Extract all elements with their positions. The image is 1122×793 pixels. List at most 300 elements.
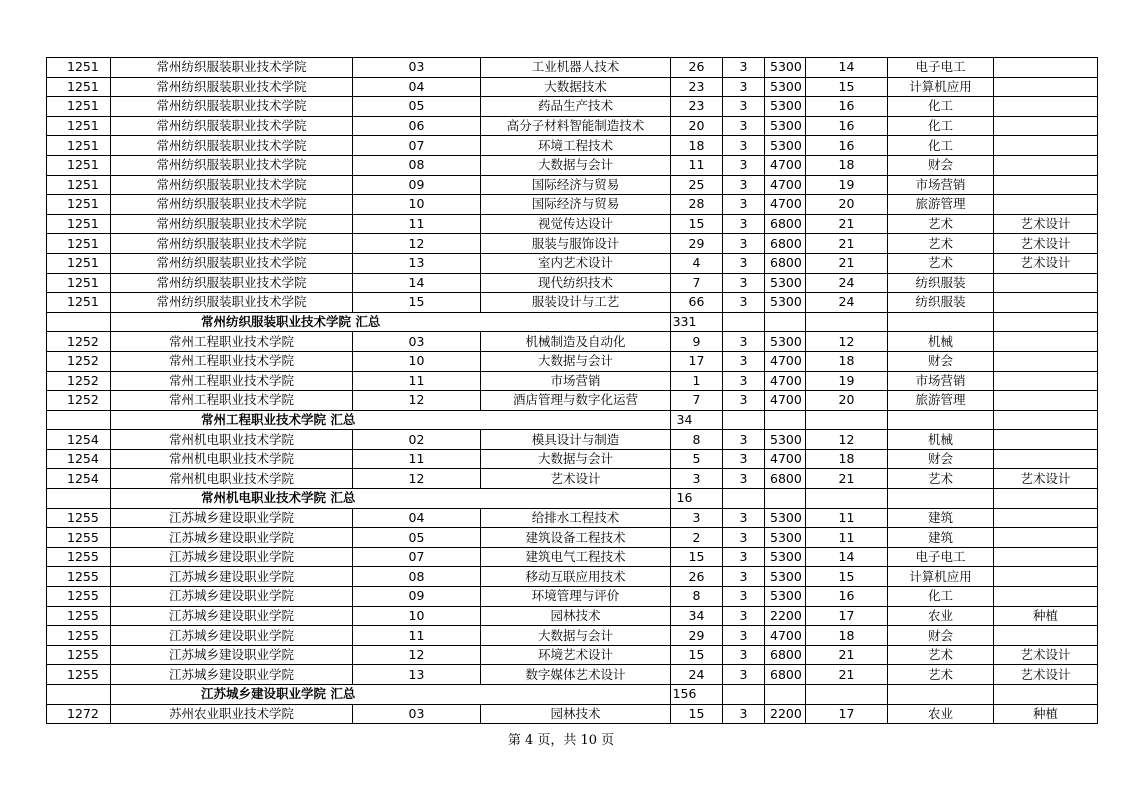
- table-row: [47, 214, 1098, 234]
- school-name-cell: 常州工程职业技术学院: [111, 351, 353, 371]
- school-code-cell: 1251: [47, 77, 111, 97]
- subcategory-cell: [994, 77, 1098, 97]
- major-code-cell: 08: [353, 155, 481, 175]
- table-row: [47, 136, 1098, 156]
- table-row: [47, 449, 1098, 469]
- category-code-cell: 11: [806, 528, 888, 548]
- plan-count-cell: 3: [671, 508, 723, 528]
- table-row: [47, 665, 1098, 685]
- school-name-cell: 常州纺织服装职业技术学院: [111, 155, 353, 175]
- tuition-cell: 5300: [765, 587, 806, 607]
- category-cell: 化工: [888, 116, 994, 136]
- category-cell: 化工: [888, 587, 994, 607]
- category-code-cell: 18: [806, 449, 888, 469]
- school-name-cell: 常州纺织服装职业技术学院: [111, 214, 353, 234]
- years-cell: 3: [723, 195, 765, 215]
- category-cell: 电子电工: [888, 547, 994, 567]
- tuition-cell: 5300: [765, 58, 806, 78]
- table-row: [47, 528, 1098, 548]
- school-name-cell: 常州纺织服装职业技术学院: [111, 116, 353, 136]
- empty-cell: [994, 312, 1098, 332]
- years-cell: 3: [723, 58, 765, 78]
- tuition-cell: 4700: [765, 351, 806, 371]
- tuition-cell: 5300: [765, 528, 806, 548]
- tuition-cell: 6800: [765, 645, 806, 665]
- years-cell: 3: [723, 351, 765, 371]
- empty-cell: [723, 410, 765, 430]
- tuition-cell: 4700: [765, 626, 806, 646]
- empty-cell: [765, 312, 806, 332]
- empty-cell: [888, 489, 994, 509]
- table-row: [47, 195, 1098, 215]
- empty-cell: [994, 489, 1098, 509]
- table-row: [47, 391, 1098, 411]
- subcategory-cell: [994, 58, 1098, 78]
- category-cell: 艺术: [888, 469, 994, 489]
- plan-count-cell: 15: [671, 645, 723, 665]
- subcategory-cell: [994, 449, 1098, 469]
- category-code-cell: 14: [806, 547, 888, 567]
- category-code-cell: 15: [806, 77, 888, 97]
- table-row: [47, 371, 1098, 391]
- years-cell: 3: [723, 234, 765, 254]
- subcategory-cell: 艺术设计: [994, 253, 1098, 273]
- tuition-cell: 5300: [765, 293, 806, 313]
- subcategory-cell: 艺术设计: [994, 469, 1098, 489]
- table-row: [47, 508, 1098, 528]
- years-cell: 3: [723, 567, 765, 587]
- tuition-cell: 4700: [765, 391, 806, 411]
- major-name-cell: 药品生产技术: [481, 97, 671, 117]
- years-cell: 3: [723, 293, 765, 313]
- subtotal-row: [47, 685, 1098, 705]
- years-cell: 3: [723, 587, 765, 607]
- school-name-cell: 江苏城乡建设职业学院: [111, 626, 353, 646]
- school-code-cell: 1254: [47, 449, 111, 469]
- category-cell: 艺术: [888, 645, 994, 665]
- school-name-cell: 常州纺织服装职业技术学院: [111, 273, 353, 293]
- tuition-cell: 5300: [765, 77, 806, 97]
- plan-count-cell: 17: [671, 351, 723, 371]
- school-name-cell: 江苏城乡建设职业学院: [111, 508, 353, 528]
- subcategory-cell: [994, 508, 1098, 528]
- table-row: [47, 606, 1098, 626]
- empty-cell: [806, 685, 888, 705]
- major-name-cell: 模具设计与制造: [481, 430, 671, 450]
- school-code-cell: 1252: [47, 391, 111, 411]
- school-name-cell: 江苏城乡建设职业学院: [111, 528, 353, 548]
- tuition-cell: 4700: [765, 195, 806, 215]
- school-code-cell: 1255: [47, 665, 111, 685]
- tuition-cell: 4700: [765, 371, 806, 391]
- table-row: [47, 332, 1098, 352]
- category-code-cell: 20: [806, 391, 888, 411]
- plan-count-cell: 26: [671, 567, 723, 587]
- years-cell: 3: [723, 332, 765, 352]
- subcategory-cell: [994, 195, 1098, 215]
- plan-count-cell: 15: [671, 214, 723, 234]
- school-name-cell: 常州纺织服装职业技术学院: [111, 136, 353, 156]
- major-name-cell: 国际经济与贸易: [481, 195, 671, 215]
- table-row: [47, 116, 1098, 136]
- category-cell: 计算机应用: [888, 77, 994, 97]
- category-code-cell: 21: [806, 214, 888, 234]
- category-cell: 纺织服装: [888, 293, 994, 313]
- plan-count-cell: 20: [671, 116, 723, 136]
- table-row: [47, 587, 1098, 607]
- school-code-cell: 1255: [47, 528, 111, 548]
- empty-cell: [994, 685, 1098, 705]
- subtotal-label: 常州工程职业技术学院 汇总: [111, 410, 671, 430]
- category-cell: 市场营销: [888, 371, 994, 391]
- major-code-cell: 13: [353, 665, 481, 685]
- category-code-cell: 12: [806, 332, 888, 352]
- category-code-cell: 21: [806, 469, 888, 489]
- major-name-cell: 环境管理与评价: [481, 587, 671, 607]
- school-name-cell: 常州机电职业技术学院: [111, 469, 353, 489]
- major-code-cell: 08: [353, 567, 481, 587]
- school-code-cell: 1272: [47, 704, 111, 724]
- tuition-cell: 4700: [765, 175, 806, 195]
- major-name-cell: 园林技术: [481, 606, 671, 626]
- major-name-cell: 大数据与会计: [481, 155, 671, 175]
- category-cell: 艺术: [888, 253, 994, 273]
- school-code-cell: 1255: [47, 645, 111, 665]
- major-code-cell: 11: [353, 214, 481, 234]
- school-name-cell: 常州工程职业技术学院: [111, 371, 353, 391]
- subcategory-cell: [994, 528, 1098, 548]
- school-name-cell: 常州工程职业技术学院: [111, 391, 353, 411]
- tuition-cell: 4700: [765, 155, 806, 175]
- school-code-cell: 1255: [47, 626, 111, 646]
- school-code-cell: 1251: [47, 175, 111, 195]
- subtotal-label: 常州机电职业技术学院 汇总: [111, 489, 671, 509]
- major-name-cell: 环境艺术设计: [481, 645, 671, 665]
- category-code-cell: 20: [806, 195, 888, 215]
- years-cell: 3: [723, 449, 765, 469]
- major-name-cell: 室内艺术设计: [481, 253, 671, 273]
- subtotal-row: [47, 312, 1098, 332]
- category-cell: 农业: [888, 704, 994, 724]
- school-code-cell: 1251: [47, 214, 111, 234]
- plan-count-cell: 1: [671, 371, 723, 391]
- category-cell: 机械: [888, 430, 994, 450]
- plan-count-cell: 25: [671, 175, 723, 195]
- table-body: [47, 58, 1098, 724]
- school-name-cell: 江苏城乡建设职业学院: [111, 645, 353, 665]
- major-name-cell: 艺术设计: [481, 469, 671, 489]
- tuition-cell: 5300: [765, 332, 806, 352]
- category-code-cell: 21: [806, 234, 888, 254]
- school-name-cell: 常州纺织服装职业技术学院: [111, 58, 353, 78]
- plan-count-cell: 66: [671, 293, 723, 313]
- subcategory-cell: [994, 273, 1098, 293]
- category-cell: 纺织服装: [888, 273, 994, 293]
- plan-count-cell: 34: [671, 606, 723, 626]
- category-code-cell: 21: [806, 645, 888, 665]
- plan-count-cell: 7: [671, 273, 723, 293]
- subcategory-cell: 种植: [994, 606, 1098, 626]
- major-name-cell: 环境工程技术: [481, 136, 671, 156]
- subcategory-cell: [994, 547, 1098, 567]
- tuition-cell: 4700: [765, 449, 806, 469]
- plan-count-cell: 18: [671, 136, 723, 156]
- subcategory-cell: [994, 116, 1098, 136]
- major-code-cell: 11: [353, 626, 481, 646]
- major-name-cell: 大数据与会计: [481, 449, 671, 469]
- subcategory-cell: [994, 332, 1098, 352]
- major-code-cell: 12: [353, 645, 481, 665]
- years-cell: 3: [723, 547, 765, 567]
- table-row: [47, 273, 1098, 293]
- school-code-cell: 1255: [47, 547, 111, 567]
- years-cell: 3: [723, 528, 765, 548]
- subtotal-row: [47, 410, 1098, 430]
- category-cell: 财会: [888, 449, 994, 469]
- years-cell: 3: [723, 665, 765, 685]
- table-row: [47, 175, 1098, 195]
- plan-count-cell: 5: [671, 449, 723, 469]
- table-row: [47, 645, 1098, 665]
- subcategory-cell: [994, 371, 1098, 391]
- major-code-cell: 10: [353, 195, 481, 215]
- subcategory-cell: [994, 567, 1098, 587]
- school-name-cell: 江苏城乡建设职业学院: [111, 547, 353, 567]
- category-cell: 财会: [888, 351, 994, 371]
- category-code-cell: 11: [806, 508, 888, 528]
- major-name-cell: 工业机器人技术: [481, 58, 671, 78]
- empty-cell: [888, 685, 994, 705]
- major-code-cell: 12: [353, 234, 481, 254]
- major-code-cell: 10: [353, 606, 481, 626]
- category-code-cell: 17: [806, 606, 888, 626]
- tuition-cell: 5300: [765, 273, 806, 293]
- major-name-cell: 建筑电气工程技术: [481, 547, 671, 567]
- tuition-cell: 6800: [765, 253, 806, 273]
- major-code-cell: 11: [353, 371, 481, 391]
- years-cell: 3: [723, 645, 765, 665]
- plan-count-cell: 23: [671, 77, 723, 97]
- plan-count-cell: 3: [671, 469, 723, 489]
- table-row: [47, 567, 1098, 587]
- subtotal-value: [671, 685, 723, 705]
- empty-cell: [47, 489, 111, 509]
- school-name-cell: 常州纺织服装职业技术学院: [111, 77, 353, 97]
- school-code-cell: 1251: [47, 234, 111, 254]
- major-name-cell: 建筑设备工程技术: [481, 528, 671, 548]
- plan-count-cell: 8: [671, 430, 723, 450]
- table-row: [47, 97, 1098, 117]
- major-name-cell: 高分子材料智能制造技术: [481, 116, 671, 136]
- subcategory-cell: [994, 430, 1098, 450]
- tuition-cell: 5300: [765, 547, 806, 567]
- major-name-cell: 机械制造及自动化: [481, 332, 671, 352]
- major-name-cell: 现代纺织技术: [481, 273, 671, 293]
- major-name-cell: 服装与服饰设计: [481, 234, 671, 254]
- category-code-cell: 21: [806, 253, 888, 273]
- subcategory-cell: [994, 587, 1098, 607]
- table-row: [47, 58, 1098, 78]
- plan-count-cell: 11: [671, 155, 723, 175]
- category-cell: 化工: [888, 136, 994, 156]
- school-code-cell: 1255: [47, 606, 111, 626]
- tuition-cell: 6800: [765, 214, 806, 234]
- category-cell: 艺术: [888, 214, 994, 234]
- major-code-cell: 12: [353, 469, 481, 489]
- category-code-cell: 21: [806, 665, 888, 685]
- school-name-cell: 常州纺织服装职业技术学院: [111, 253, 353, 273]
- school-name-cell: 江苏城乡建设职业学院: [111, 665, 353, 685]
- school-code-cell: 1255: [47, 508, 111, 528]
- major-code-cell: 07: [353, 547, 481, 567]
- major-name-cell: 国际经济与贸易: [481, 175, 671, 195]
- subtotal-value: [671, 410, 723, 430]
- category-code-cell: 18: [806, 626, 888, 646]
- empty-cell: [723, 685, 765, 705]
- plan-count-cell: 9: [671, 332, 723, 352]
- category-cell: 化工: [888, 97, 994, 117]
- years-cell: 3: [723, 704, 765, 724]
- major-code-cell: 09: [353, 587, 481, 607]
- subcategory-cell: [994, 175, 1098, 195]
- plan-count-cell: 28: [671, 195, 723, 215]
- school-code-cell: 1251: [47, 136, 111, 156]
- category-code-cell: 17: [806, 704, 888, 724]
- major-code-cell: 03: [353, 332, 481, 352]
- tuition-cell: 5300: [765, 116, 806, 136]
- category-code-cell: 16: [806, 97, 888, 117]
- empty-cell: [47, 685, 111, 705]
- category-cell: 财会: [888, 155, 994, 175]
- school-code-cell: 1251: [47, 195, 111, 215]
- category-cell: 机械: [888, 332, 994, 352]
- major-code-cell: 03: [353, 58, 481, 78]
- school-name-cell: 常州纺织服装职业技术学院: [111, 293, 353, 313]
- school-code-cell: 1251: [47, 97, 111, 117]
- tuition-cell: 5300: [765, 508, 806, 528]
- school-name-cell: 常州机电职业技术学院: [111, 449, 353, 469]
- years-cell: 3: [723, 214, 765, 234]
- plan-count-cell: 7: [671, 391, 723, 411]
- plan-count-cell: 4: [671, 253, 723, 273]
- subtotal-row: [47, 489, 1098, 509]
- major-name-cell: 数字媒体艺术设计: [481, 665, 671, 685]
- category-cell: 财会: [888, 626, 994, 646]
- major-name-cell: 服装设计与工艺: [481, 293, 671, 313]
- category-cell: 艺术: [888, 665, 994, 685]
- subtotal-value: [671, 312, 723, 332]
- major-code-cell: 02: [353, 430, 481, 450]
- major-code-cell: 03: [353, 704, 481, 724]
- school-code-cell: 1254: [47, 469, 111, 489]
- years-cell: 3: [723, 626, 765, 646]
- category-cell: 艺术: [888, 234, 994, 254]
- plan-count-cell: 26: [671, 58, 723, 78]
- subcategory-cell: 艺术设计: [994, 234, 1098, 254]
- table-row: [47, 547, 1098, 567]
- category-cell: 计算机应用: [888, 567, 994, 587]
- years-cell: 3: [723, 469, 765, 489]
- subtotal-number: 156: [672, 686, 697, 702]
- page-footer: 第 4 页，共 10 页: [507, 733, 615, 748]
- school-code-cell: 1255: [47, 567, 111, 587]
- major-code-cell: 15: [353, 293, 481, 313]
- major-code-cell: 04: [353, 508, 481, 528]
- empty-cell: [806, 410, 888, 430]
- major-code-cell: 09: [353, 175, 481, 195]
- major-name-cell: 市场营销: [481, 371, 671, 391]
- major-name-cell: 酒店管理与数字化运营: [481, 391, 671, 411]
- table-row: [47, 704, 1098, 724]
- category-code-cell: 12: [806, 430, 888, 450]
- tuition-cell: 2200: [765, 606, 806, 626]
- category-cell: 建筑: [888, 528, 994, 548]
- school-code-cell: 1252: [47, 351, 111, 371]
- subcategory-cell: [994, 97, 1098, 117]
- table-row: [47, 77, 1098, 97]
- plan-count-cell: 29: [671, 234, 723, 254]
- category-code-cell: 16: [806, 116, 888, 136]
- empty-cell: [994, 410, 1098, 430]
- years-cell: 3: [723, 175, 765, 195]
- major-code-cell: 05: [353, 97, 481, 117]
- school-name-cell: 苏州农业职业技术学院: [111, 704, 353, 724]
- subcategory-cell: 艺术设计: [994, 665, 1098, 685]
- category-cell: 旅游管理: [888, 195, 994, 215]
- major-code-cell: 14: [353, 273, 481, 293]
- school-name-cell: 常州纺织服装职业技术学院: [111, 97, 353, 117]
- subtotal-label: 江苏城乡建设职业学院 汇总: [111, 685, 671, 705]
- category-code-cell: 15: [806, 567, 888, 587]
- enrollment-table: [46, 57, 1098, 724]
- plan-count-cell: 8: [671, 587, 723, 607]
- years-cell: 3: [723, 430, 765, 450]
- school-code-cell: 1251: [47, 58, 111, 78]
- years-cell: 3: [723, 155, 765, 175]
- plan-count-cell: 15: [671, 704, 723, 724]
- category-code-cell: 24: [806, 293, 888, 313]
- school-code-cell: 1251: [47, 116, 111, 136]
- years-cell: 3: [723, 371, 765, 391]
- table-row: [47, 430, 1098, 450]
- school-code-cell: 1252: [47, 371, 111, 391]
- category-cell: 农业: [888, 606, 994, 626]
- subcategory-cell: 艺术设计: [994, 645, 1098, 665]
- category-cell: 旅游管理: [888, 391, 994, 411]
- major-name-cell: 给排水工程技术: [481, 508, 671, 528]
- tuition-cell: 6800: [765, 469, 806, 489]
- plan-count-cell: 15: [671, 547, 723, 567]
- school-code-cell: 1251: [47, 293, 111, 313]
- category-code-cell: 18: [806, 155, 888, 175]
- years-cell: 3: [723, 273, 765, 293]
- years-cell: 3: [723, 77, 765, 97]
- years-cell: 3: [723, 136, 765, 156]
- school-name-cell: 常州纺织服装职业技术学院: [111, 195, 353, 215]
- empty-cell: [765, 685, 806, 705]
- empty-cell: [806, 312, 888, 332]
- category-code-cell: 14: [806, 58, 888, 78]
- empty-cell: [765, 410, 806, 430]
- empty-cell: [723, 489, 765, 509]
- subcategory-cell: 种植: [994, 704, 1098, 724]
- years-cell: 3: [723, 606, 765, 626]
- major-code-cell: 10: [353, 351, 481, 371]
- subcategory-cell: [994, 351, 1098, 371]
- subcategory-cell: [994, 626, 1098, 646]
- major-code-cell: 05: [353, 528, 481, 548]
- years-cell: 3: [723, 391, 765, 411]
